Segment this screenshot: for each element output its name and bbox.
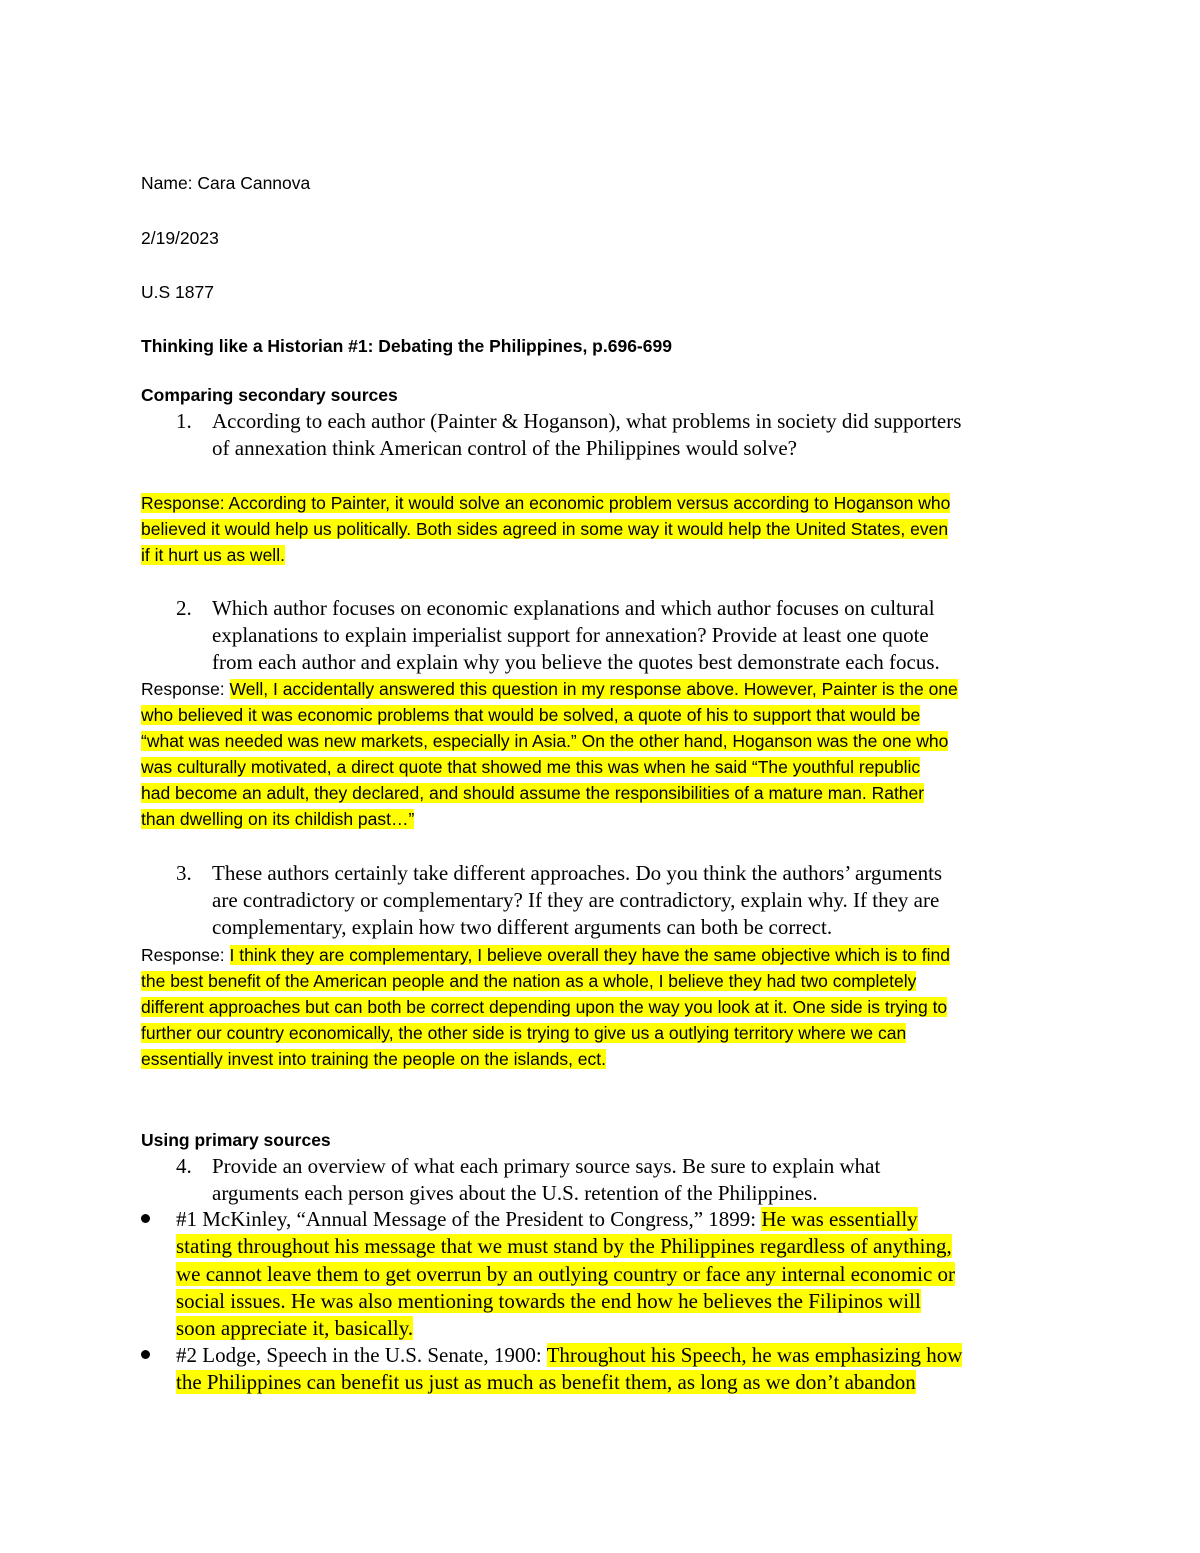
question-2-line: Which author focuses on economic explanations and which author focuses on cultural <box>212 596 935 620</box>
response-2-line: who believed it was economic problems that would be solved, a quote of his to support that would be <box>141 705 921 725</box>
section-heading-secondary: Comparing secondary sources <box>141 385 398 405</box>
question-4-line: arguments each person gives about the U.S. retention of the Philippines. <box>212 1181 818 1205</box>
response-3-line: the best benefit of the American people and the nation as a whole, I believe they had two completely <box>141 971 917 991</box>
response-2-line: had become an adult, they declared, and should assume the responsibilities of a mature man. Rather <box>141 783 925 803</box>
bullet-1-line: stating throughout his message that we must stand by the Philippines regardless of anything, <box>176 1234 952 1258</box>
response-2-line: Response: Well, I accidentally answered this question in my response above. However, Painter is the one <box>141 679 958 699</box>
question-3-line: are contradictory or complementary? If they are contradictory, explain why. If they are <box>212 888 940 912</box>
assignment-title: Thinking like a Historian #1: Debating the Philippines, p.696-699 <box>141 336 672 356</box>
question-3-number: 3. <box>176 861 192 885</box>
section-heading-primary: Using primary sources <box>141 1130 331 1150</box>
response-3-line: further our country economically, the other side is trying to give us a outlying territory where we can <box>141 1023 907 1043</box>
bullet-icon <box>141 1214 150 1223</box>
question-2-number: 2. <box>176 596 192 620</box>
response-1-line: Response: According to Painter, it would solve an economic problem versus according to Hoganson who <box>141 493 951 513</box>
bullet-1-line: social issues. He was also mentioning towards the end how he believes the Filipinos will <box>176 1289 921 1313</box>
question-4-line: Provide an overview of what each primary source says. Be sure to explain what <box>212 1154 881 1178</box>
question-1-line: According to each author (Painter & Hoganson), what problems in society did supporters <box>212 409 962 433</box>
date: 2/19/2023 <box>141 228 219 248</box>
question-2-line: from each author and explain why you believe the quotes best demonstrate each focus. <box>212 650 940 674</box>
source-label: #1 McKinley, “Annual Message of the President to Congress,” 1899: <box>176 1207 762 1231</box>
bullet-2-line: #2 Lodge, Speech in the U.S. Senate, 1900: Throughout his Speech, he was emphasizing how <box>176 1343 963 1367</box>
bullet-1-line: soon appreciate it, basically. <box>176 1316 414 1340</box>
question-4-number: 4. <box>176 1154 192 1178</box>
question-2-line: explanations to explain imperialist support for annexation? Provide at least one quote <box>212 623 929 647</box>
response-label: Response: <box>141 679 230 699</box>
response-1-line: if it hurt us as well. <box>141 545 285 565</box>
response-2-line: was culturally motivated, a direct quote that showed me this was when he said “The youthful republic <box>141 757 921 777</box>
question-1-line: of annexation think American control of the Philippines would solve? <box>212 436 797 460</box>
question-3-line: These authors certainly take different approaches. Do you think the authors’ arguments <box>212 861 943 885</box>
bullet-icon <box>141 1350 150 1359</box>
response-label: Response: <box>141 945 230 965</box>
response-1-line: believed it would help us politically. Both sides agreed in some way it would help the United States, even <box>141 519 949 539</box>
response-2-line: than dwelling on its childish past…” <box>141 809 415 829</box>
course: U.S 1877 <box>141 282 214 302</box>
response-3-line: Response: I think they are complementary, I believe overall they have the same objective which is to find <box>141 945 950 965</box>
source-label: #2 Lodge, Speech in the U.S. Senate, 1900: <box>176 1343 547 1367</box>
response-3-line: essentially invest into training the people on the islands, ect. <box>141 1049 607 1069</box>
question-1-number: 1. <box>176 409 192 433</box>
bullet-1-line: #1 McKinley, “Annual Message of the President to Congress,” 1899: He was essentially <box>176 1207 918 1231</box>
response-3-line: different approaches but can both be correct depending upon the way you look at it. One side is trying to <box>141 997 948 1017</box>
question-3-line: complementary, explain how two different arguments can both be correct. <box>212 915 833 939</box>
student-name: Name: Cara Cannova <box>141 173 311 193</box>
bullet-2-line: the Philippines can benefit us just as much as benefit them, as long as we don’t abandon <box>176 1370 916 1394</box>
bullet-1-line: we cannot leave them to get overrun by an outlying country or face any internal economic or <box>176 1262 956 1286</box>
response-2-line: “what was needed was new markets, especially in Asia.” On the other hand, Hoganson was the one who <box>141 731 949 751</box>
